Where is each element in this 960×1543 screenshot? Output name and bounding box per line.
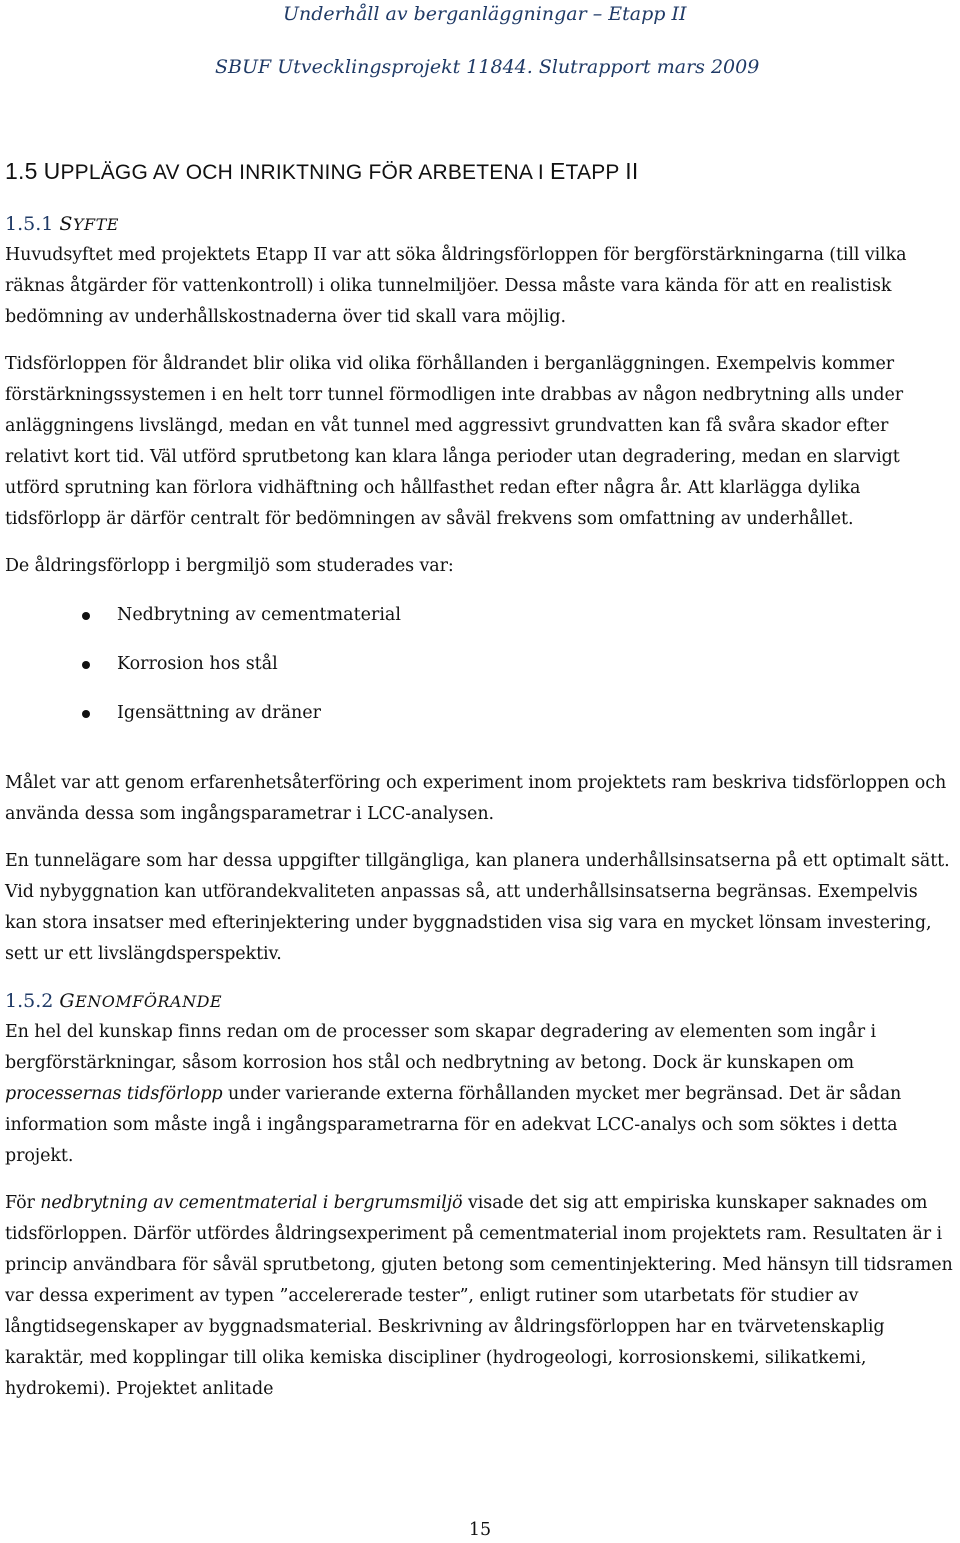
list-item-text: Nedbrytning av cementmaterial	[117, 605, 401, 625]
page-content	[5, 155, 955, 1421]
header-title: Underhåll av berganläggningar – Etapp II	[283, 3, 687, 25]
section-heading-1-5	[5, 155, 955, 189]
section-title-roman: II	[625, 158, 639, 184]
section-title-rest: PPLÄGG AV OCH INRIKTNING FÖR ARBETENA I	[60, 161, 550, 184]
section-title-etapp-initial: E	[549, 158, 566, 184]
paragraph-text: För	[5, 1193, 41, 1213]
subsection-title-rest: YFTE	[72, 215, 119, 234]
bullet-list	[5, 600, 955, 728]
paragraph: Huvudsyftet med projektets Etapp II var att söka åldringsförloppen för bergförstärkningarna (till vilka räknas åtgärder för vattenkontroll) i olika tunnelmiljöer. Dessa måste vara kända för att en realistisk bedömning av underhållskostnaderna över tid skall vara möjlig.	[5, 245, 907, 327]
subsection-title-initial: S	[59, 213, 73, 235]
paragraph	[5, 1017, 955, 1172]
list-item	[5, 649, 955, 679]
list-item	[5, 600, 955, 630]
subsection-title	[59, 992, 222, 1011]
bullet-icon	[82, 661, 90, 669]
emphasis-text: nedbrytning av cementmaterial i bergrumsmiljö	[40, 1193, 463, 1213]
paragraph: De åldringsförlopp i bergmiljö som studerades var:	[5, 556, 454, 576]
subsection-number: 1.5.2	[5, 990, 54, 1012]
header-subtitle: SBUF Utvecklingsprojekt 11844. Slutrapport mars 2009	[215, 56, 760, 78]
list-item	[5, 698, 955, 728]
section-title-initial: U	[43, 158, 61, 184]
list-item-text: Igensättning av dräner	[117, 703, 322, 723]
paragraph: En tunnelägare som har dessa uppgifter tillgängliga, kan planera underhållsinsatserna på ett optimalt sätt. Vid nybyggnation kan utförandekvaliteten anpassas så, att underhållsinsatserna begränsas. Exempelvis kan stora insatser med efterinjektering under byggnadstiden visa sig vara en mycket lönsam investering, sett ur ett livslängdsperspektiv.	[5, 851, 950, 964]
bullet-icon	[82, 612, 90, 620]
paragraph-text: visade det sig att empiriska kunskaper saknades om tidsförloppen. Därför utfördes åldringsexperiment på cementmaterial inom projektets ram. Resultaten är i princip användbara för såväl sprutbetong, gjuten betong som cementinjektering. Med hänsyn till tidsramen var dessa experiment av typen ”accelererade tester”, enligt rutiner som utarbetats för studier av långtidsegenskaper av byggnadsmaterial. Beskrivning av åldringsförloppen har en tvärvetenskaplig karaktär, med kopplingar till olika kemiska discipliner (hydrogeologi, korrosionskemi, silikatkemi, hydrokemi). Projektet anlitade	[5, 1193, 953, 1399]
paragraph	[5, 1188, 955, 1405]
paragraph: Målet var att genom erfarenhetsåterföring och experiment inom projektets ram beskriva tidsförloppen och använda dessa som ingångsparametrar i LCC-analysen.	[5, 773, 947, 824]
emphasis-text: processernas tidsförlopp	[5, 1084, 223, 1104]
section-heading-1-5-2	[5, 986, 955, 1017]
paragraph: Tidsförloppen för åldrandet blir olika vid olika förhållanden i berganläggningen. Exempelvis kommer förstärkningssystemen i en helt torr tunnel förmodligen inte drabbas av någon nedbrytning alls under anläggningens livslängd, medan en våt tunnel med aggressivt grundvatten kan få svåra skador efter relativt kort tid. Väl utförd sprutbetong kan klara långa perioder utan degradering, medan en slarvigt utförd sprutning kan förlora vidhäftning och hållfasthet redan efter några år. Att klarlägga dylika tidsförlopp är därför centralt för bedömningen av såväl frekvens som omfattning av underhållet.	[5, 354, 904, 529]
list-item-text: Korrosion hos stål	[117, 654, 278, 674]
section-title-etapp-rest: TAPP	[565, 161, 626, 184]
section-heading-1-5-1	[5, 209, 955, 240]
paragraph-text: under varierande externa förhållanden mycket mer begränsad. Det är sådan information som måste ingå i ingångsparametrarna för en adekvat LCC-analys och som söktes i detta projekt.	[5, 1084, 902, 1166]
section-number: 1.5	[5, 158, 38, 184]
bullet-icon	[82, 710, 90, 718]
subsection-title-rest: ENOMFÖRANDE	[75, 992, 223, 1011]
subsection-number: 1.5.1	[5, 213, 54, 235]
page-number: 15	[468, 1520, 492, 1540]
subsection-title	[59, 215, 119, 234]
subsection-title-initial: G	[59, 990, 76, 1012]
paragraph-text: En hel del kunskap finns redan om de processer som skapar degradering av elementen som ingår i bergförstärkningar, såsom korrosion hos stål och nedbrytning av betong. Dock är kunskapen om	[5, 1022, 877, 1073]
